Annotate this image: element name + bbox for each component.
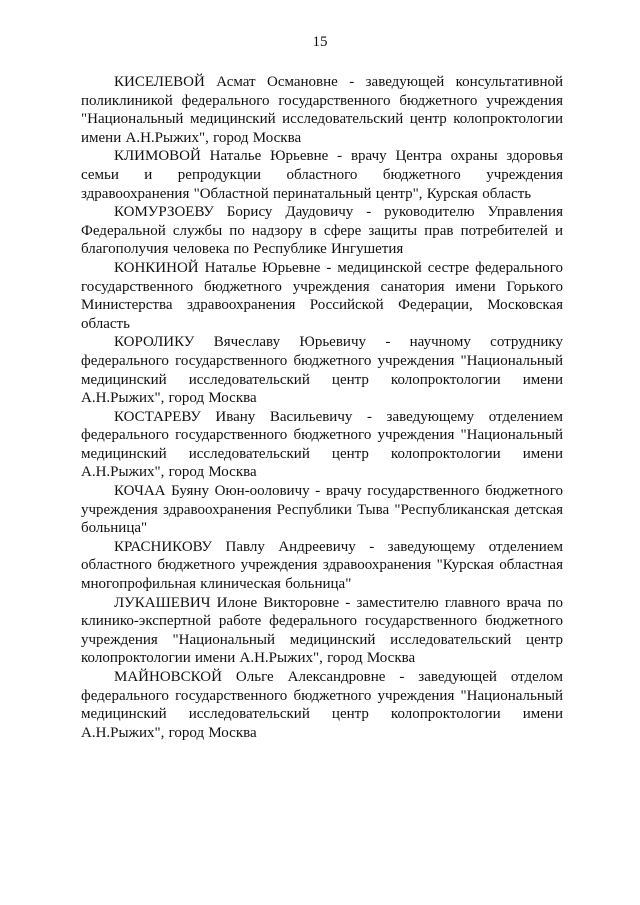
entry-details: Асмат Османовне - заведующей консультативной поликлиникой федерального государственного бюджетного учреждения "Национальный медицинский исследовательский центр колопроктологии имени А.Н.Рыжих", город Москва (81, 74, 563, 146)
entry-surname: КИСЕЛЕВОЙ (114, 74, 205, 90)
entry-surname: КРАСНИКОВУ (114, 538, 213, 555)
entry-surname: КОМУРЗОЕВУ (114, 204, 214, 221)
list-item (81, 538, 563, 594)
list-item (81, 482, 563, 538)
entry-details: Ивану Васильевичу - заведующему отделением федерального государственного бюджетного учреждения "Национальный медицинский исследовательский центр колопроктологии имени А.Н.Рыжих", город Москва (81, 408, 563, 481)
entry-details: Наталье Юрьевне - медицинской сестре федерального государственного бюджетного учреждения санатория имени Горького Министерства здравоохранения Российской Федерации, Московская область (81, 259, 563, 332)
entry-surname: МАЙНОВСКОЙ (114, 669, 222, 685)
list-item (81, 259, 563, 333)
entry-surname: КОЧАА (114, 483, 166, 500)
list-item (81, 147, 563, 203)
entry-details: Павлу Андреевичу - заведующему отделением областного бюджетного учреждения здравоохранения "Курская областная многопрофильная клиническая больница" (81, 538, 563, 593)
list-item (81, 668, 563, 742)
entry-details: Наталье Юрьевне - врачу Центра охраны здоровья семьи и репродукции областного бюджетного учреждения здравоохранения "Областной перинатальный центр", Курская область (81, 148, 563, 202)
list-item (81, 73, 563, 147)
entry-details: Вячеславу Юрьевичу - научному сотруднику федерального государственного бюджетного учреждения "Национальный медицинский исследовательский центр колопроктологии имени А.Н.Рыжих", город Москва (81, 334, 563, 407)
entry-details: Илоне Викторовне - заместителю главного врача по клинико-экспертной работе федерального государственного бюджетного учреждения "Национальный медицинский исследовательский центр колопроктологии имени А.Н.Рыжих", город Москва (81, 594, 563, 667)
entry-details: Буяну Оюн-ооловичу - врачу государственного бюджетного учреждения здравоохранения Республики Тыва "Республиканская детская больница" (81, 483, 563, 537)
entry-details: Ольге Александровне - заведующей отделом федерального государственного бюджетного учреждения "Национальный медицинский исследовательский центр колопроктологии имени А.Н.Рыжих", город Москва (81, 669, 563, 741)
list-item (81, 333, 563, 407)
list-item (81, 203, 563, 259)
entry-surname: КЛИМОВОЙ (114, 148, 201, 165)
list-item (81, 594, 563, 668)
award-list (81, 73, 563, 742)
entry-surname: КОНКИНОЙ (114, 259, 199, 276)
list-item (81, 408, 563, 482)
page-number: 15 (312, 34, 328, 50)
entry-details: Борису Даудовичу - руководителю Управления Федеральной службы по надзору в сфере защиты прав потребителей и благополучия человека по Республике Ингушетия (81, 204, 563, 258)
entry-surname: КОСТАРЕВУ (114, 408, 201, 425)
entry-surname: КОРОЛИКУ (114, 334, 195, 351)
entry-surname: ЛУКАШЕВИЧ (114, 594, 211, 611)
